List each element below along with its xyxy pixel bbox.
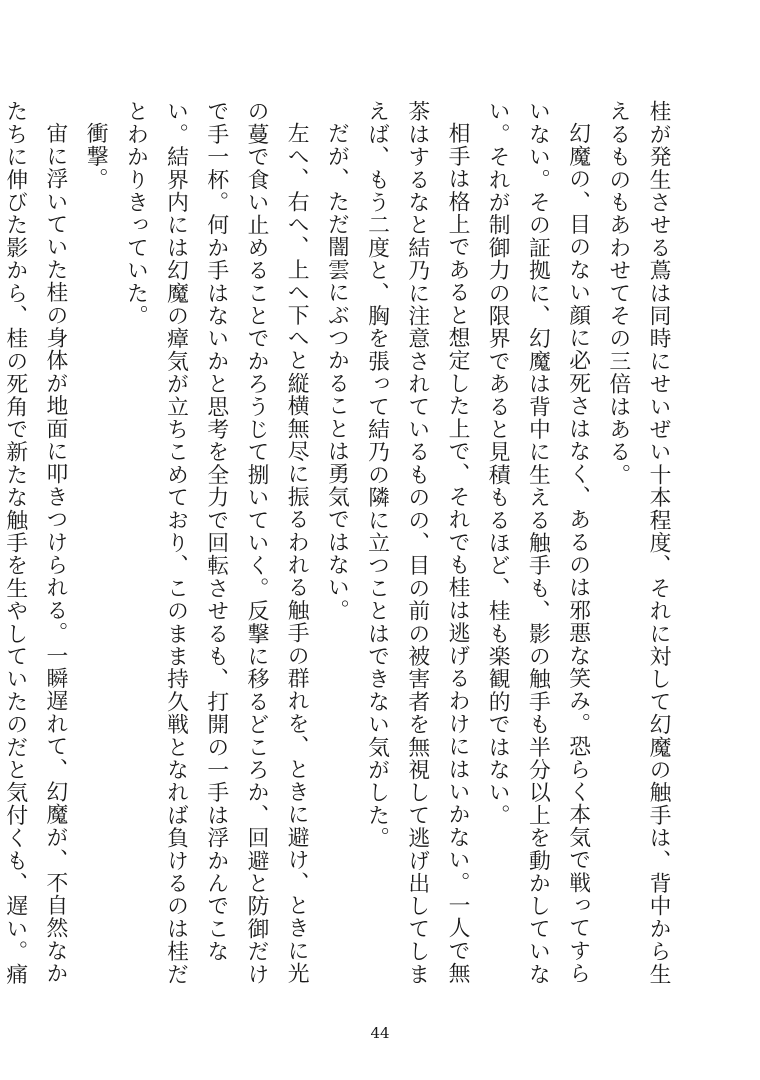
paragraph: 左へ、右へ、上へ下へと縦横無尽に振るわれる触手の群れを、ときに避け、ときに光の蔓で食い止めることでかろうじて捌いていく。反撃に移るどころか、回避と防御だけで手一杯。何か手はないかと思考を全力で回転させるも、打開の一手は浮かんでこない。結界内には幻魔の瘴気が立ちこめており、このまま持久戦となれば負けるのは桂だとわかりきっていた。 — [123, 100, 310, 986]
paragraph: 衝撃。 — [83, 121, 109, 190]
paragraph: 幻魔の、目のない顔に必死さはなく、あるのは邪悪な笑み。恐らく本気で戦ってすらいない。その証拠に、幻魔は背中に生える触手も、影の触手も半分以上を動かしていない。それが制御力の限界であると見積もるほど、桂も楽観的ではない。 — [485, 100, 591, 986]
paragraph: 相手は格上であると想定した上で、それでも桂は逃げるわけにはいかない。一人で無茶はするなと結乃に注意されているものの、目の前の被害者を無視して逃げ出してしまえば、もう二度と、胸を張って結乃の隣に立つことはできない気がした。 — [364, 100, 470, 986]
page-number: 44 — [370, 1024, 390, 1042]
paragraph: 宙に浮いていた桂の身体が地面に叩きつけられる。一瞬遅れて、幻魔が、不自然なかたちに伸びた影から、桂の死角で新たな触手を生やしていたのだと気付くも、遅い。痛 — [2, 100, 68, 986]
paragraph: 桂が発生させる蔦は同時にせいぜい十本程度、それに対して幻魔の触手は、背中から生えるものもあわせてその三倍はある。 — [605, 100, 671, 986]
paragraph: だが、ただ闇雲にぶつかることは勇気ではない。 — [324, 121, 350, 622]
vertical-text-body — [2, 100, 678, 1000]
